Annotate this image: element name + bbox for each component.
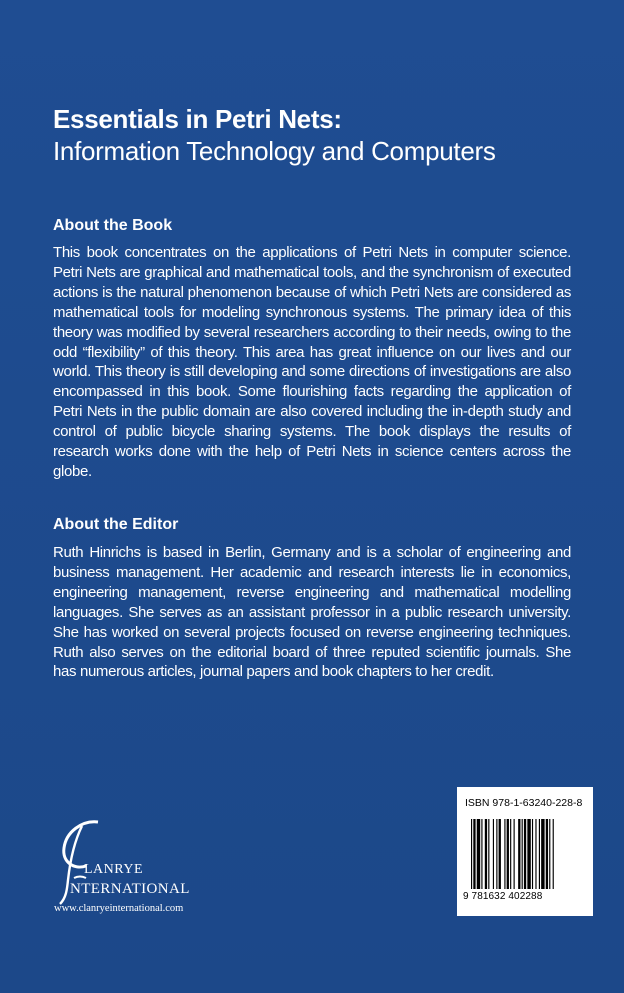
about-book-text: This book concentrates on the applications of Petri Nets in computer science. Petri Nets are graphical and mathematical tools, and the synchronism of executed actions is the natural phenomenon because of which Petri Nets are considered as mathematical tools for modeling synchronous systems. The primary idea of this theory was modified by several researchers according to their needs, owing to the odd “flexibility” of this theory. This area has great influence on our lives and our world. This theory is still developing and some directions of investigations are also encompassed in this book. Some flourishing facts regarding the application of Petri Nets in the public domain are also covered including the in-depth study and control of public bicycle sharing systems. The book displays the results of research works done with the help of Petri Nets in science centers across the globe.	[53, 244, 571, 480]
book-title: Essentials in Petri Nets:	[53, 104, 342, 134]
barcode-digits: 9 781632 402288	[463, 891, 543, 902]
isbn-label: ISBN 978-1-63240-228-8	[465, 797, 583, 809]
publisher-name-line2: NTERNATIONAL	[70, 881, 190, 897]
publisher-logo	[52, 818, 222, 918]
about-editor-heading: About the Editor	[53, 516, 179, 533]
about-book-heading: About the Book	[53, 217, 173, 234]
publisher-url: www.clanryeinternational.com	[54, 903, 184, 914]
isbn-barcode-box	[457, 787, 593, 916]
about-editor-text: Ruth Hinrichs is based in Berlin, Germany and is a scholar of engineering and business management. Her academic and research interests lie in economics, engineering management, reverse engineering and mathematical modelling languages. She serves as an assistant professor in a public research university. She has worked on several projects focused on reverse engineering techniques. Ruth also serves on the editorial board of three reputed scientific journals. She has numerous articles, journal papers and book chapters to her credit.	[53, 544, 571, 681]
book-subtitle: Information Technology and Computers	[53, 136, 496, 166]
publisher-name-line1: LANRYE	[84, 862, 143, 877]
barcode-image	[471, 819, 583, 889]
